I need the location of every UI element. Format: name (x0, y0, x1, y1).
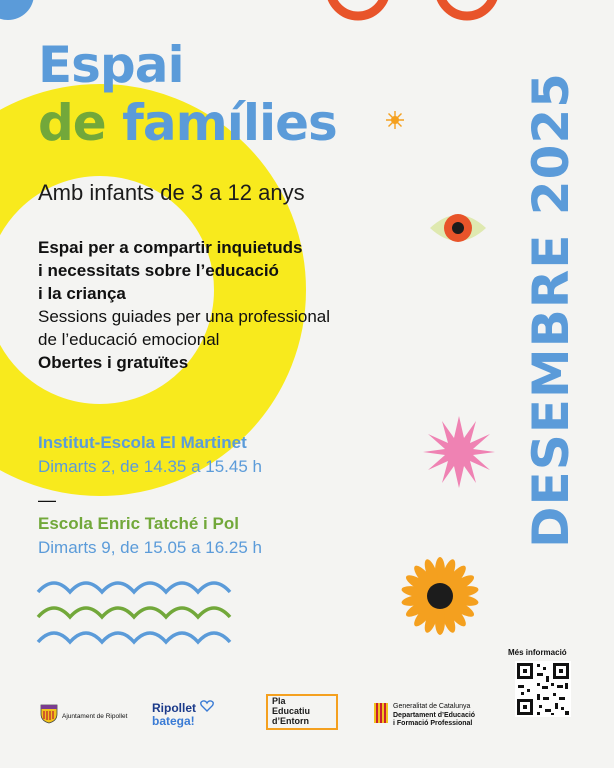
subtitle: Amb infants de 3 a 12 anys (38, 180, 305, 205)
logo-ripollet-line-1: Ripollet (152, 701, 196, 715)
logo-gen-line-3: i Formació Professional (393, 720, 473, 727)
intro-normal-line: de l’educació emocional (38, 330, 220, 349)
logo-gen-line-1: Generalitat de Catalunya (393, 703, 471, 710)
logo-ajuntament: Ajuntament de Ripollet (62, 713, 128, 720)
title-line-1: Espai (38, 36, 184, 94)
eye-icon (430, 214, 486, 242)
logo-ripollet-line-2: batega! (152, 714, 195, 728)
logo-pla-educatiu (272, 696, 310, 726)
venue-name: Escola Enric Tatché i Pol (38, 514, 239, 533)
orange-ring-right (439, 0, 495, 16)
blue-corner-circle (0, 0, 34, 20)
page-title (38, 36, 337, 152)
intro-bold-line: Espai per a compartir inquietuds (38, 238, 303, 257)
month-label: DESEMBRE 2025 (522, 72, 580, 548)
venue-2 (38, 512, 262, 560)
qr-code-icon[interactable] (515, 661, 571, 717)
logo-pla-line-3: d’Entorn (272, 716, 309, 726)
orange-ring-left (330, 0, 386, 16)
logo-pla-line-2: Educatiu (272, 706, 311, 716)
venue-time: Dimarts 9, de 15.05 a 16.25 h (38, 538, 262, 557)
sun-icon (386, 111, 404, 129)
venue-1 (38, 431, 262, 479)
title-word-families: famílies (122, 94, 337, 152)
heart-icon (200, 700, 214, 712)
generalitat-flag-icon (374, 703, 388, 723)
intro-bold-line: i la criança (38, 284, 126, 303)
intro-text (38, 236, 418, 374)
more-info-label: Més informació (508, 648, 567, 657)
intro-closing: Obertes i gratuïtes (38, 353, 189, 372)
intro-normal-line: Sessions guiades per una professional (38, 307, 331, 326)
title-line-2 (38, 94, 337, 152)
wave-icon (38, 583, 230, 642)
wave-line-1 (38, 583, 230, 592)
logo-gen-line-2: Departament d’Educació (393, 711, 476, 719)
title-word-de: de (38, 94, 106, 152)
wave-line-3 (38, 633, 230, 642)
separator: — (38, 490, 56, 510)
venue-name: Institut-Escola El Martinet (38, 433, 247, 452)
logo-generalitat (393, 703, 475, 729)
ajuntament-shield-icon (40, 702, 58, 724)
intro-bold-line: i necessitats sobre l’educació (38, 261, 279, 280)
sunflower-icon (401, 557, 480, 635)
wave-line-2 (38, 608, 230, 617)
venue-time: Dimarts 2, de 14.35 a 15.45 h (38, 457, 262, 476)
pink-star-icon (423, 416, 495, 488)
logo-pla-line-1: Pla (272, 696, 286, 706)
logo-ripollet (152, 702, 196, 728)
